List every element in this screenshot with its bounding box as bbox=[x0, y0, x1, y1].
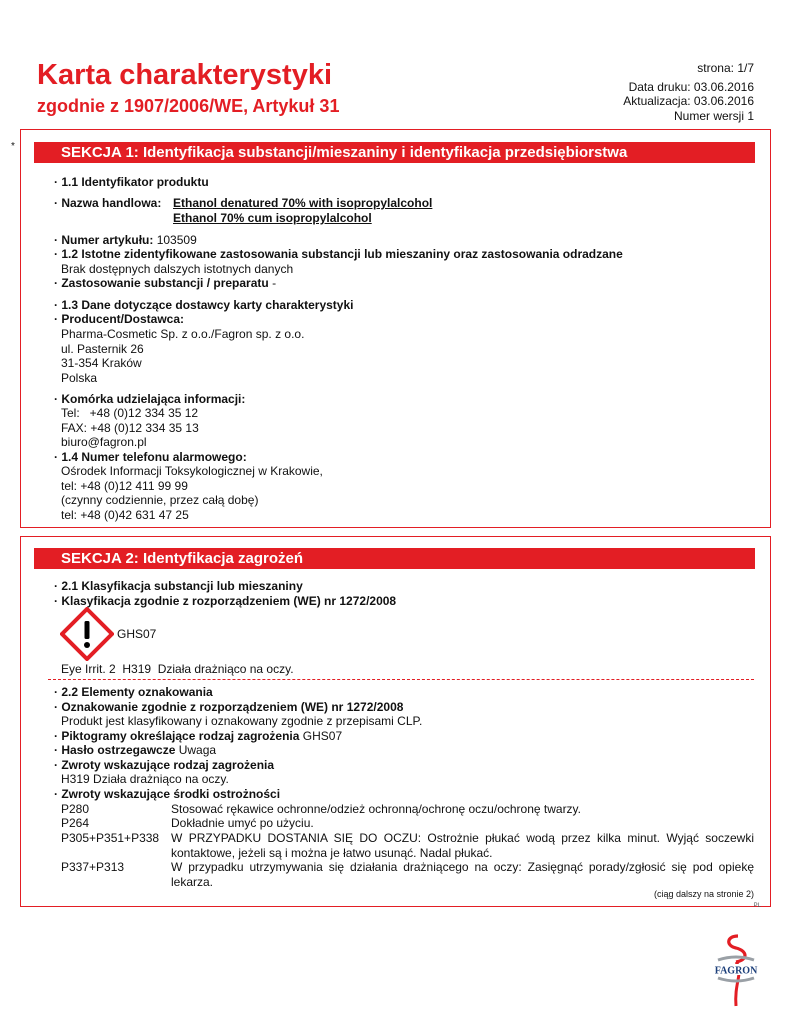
exclamation-mark-hazard-icon bbox=[60, 607, 114, 661]
s1-1-heading: · 1.1 Identyfikator produktu bbox=[54, 175, 209, 189]
producer-line: Polska bbox=[61, 371, 98, 385]
section-1-header bbox=[34, 142, 755, 163]
emergency-line: tel: +48 (0)12 411 99 99 bbox=[61, 479, 188, 493]
precaution-code: P337+P313 bbox=[61, 860, 125, 874]
precaution-text: Stosować rękawice ochronne/odzież ochronną/ochronę oczu/ochronę twarzy. bbox=[171, 802, 582, 816]
section-2-title: SEKCJA 2: Identyfikacja zagrożeń bbox=[61, 550, 304, 567]
labelling-label: · Oznakowanie zgodnie z rozporządzeniem (WE) nr 1272/2008 bbox=[54, 700, 404, 714]
document-subtitle: zgodnie z 1907/2006/WE, Artykuł 31 bbox=[37, 96, 340, 116]
classification-label: · Klasyfikacja zgodnie z rozporządzeniem (WE) nr 1272/2008 bbox=[54, 594, 397, 608]
signal-word-line: · Hasło ostrzegawcze Uwaga bbox=[54, 743, 217, 757]
s1-3-heading: · 1.3 Dane dotyczące dostawcy karty charakterystyki bbox=[54, 298, 354, 312]
precaution-code: P280 bbox=[61, 802, 90, 816]
section-1-title: SEKCJA 1: Identyfikacja substancji/mieszaniny i identyfikacja przedsiębiorstwa bbox=[61, 144, 628, 161]
emergency-line: Ośrodek Informacji Toksykologicznej w Krakowie, bbox=[61, 464, 323, 478]
classification-text: Eye Irrit. 2 H319 Działa drażniąco na oczy. bbox=[61, 662, 294, 676]
precautionary-label: · Zwroty wskazujące środki ostrożności bbox=[54, 787, 281, 801]
precaution-code: P264 bbox=[61, 816, 90, 830]
producer-line: ul. Pasternik 26 bbox=[61, 342, 144, 356]
precaution-code: P305+P351+P338 bbox=[61, 831, 160, 845]
s1-4-heading: · 1.4 Numer telefonu alarmowego: bbox=[54, 450, 247, 464]
s2-1-heading: · 2.1 Klasyfikacja substancji lub mieszaniny bbox=[54, 579, 303, 593]
trade-name-2: Ethanol 70% cum isopropylalcohol bbox=[173, 211, 372, 225]
emergency-line: (czynny codziennie, przez całą dobę) bbox=[61, 493, 259, 507]
pictogram-code: GHS07 bbox=[117, 627, 157, 641]
update-date: Aktualizacja: 03.06.2016 bbox=[623, 94, 754, 108]
print-date: Data druku: 03.06.2016 bbox=[628, 80, 754, 94]
fagron-logo bbox=[704, 932, 768, 1008]
version-number: Numer wersji 1 bbox=[673, 109, 754, 123]
labelling-text: Produkt jest klasyfikowany i oznakowany zgodnie z przepisami CLP. bbox=[61, 714, 423, 728]
s1-2-text: Brak dostępnych dalszych istotnych danych bbox=[61, 262, 294, 276]
section-2-header bbox=[34, 548, 755, 569]
trade-name-label: · Nazwa handlowa: bbox=[54, 196, 162, 210]
language-code: PL bbox=[753, 903, 761, 909]
article-number: · Numer artykułu: 103509 bbox=[54, 233, 197, 247]
info-email: biuro@fagron.pl bbox=[61, 435, 147, 449]
info-phone: Tel: +48 (0)12 334 35 12 bbox=[61, 406, 199, 420]
dashed-divider bbox=[48, 679, 754, 680]
trade-name-1: Ethanol denatured 70% with isopropylalcohol bbox=[173, 196, 433, 210]
producer-line: 31-354 Kraków bbox=[61, 356, 142, 370]
info-fax: FAX: +48 (0)12 334 35 13 bbox=[61, 421, 199, 435]
precaution-text: W przypadku utrzymywania się działania drażniącego na oczy: Zasięgnąć porady/zgłosić się pod opiekę lekarza. bbox=[171, 860, 754, 889]
info-label: · Komórka udzielająca informacji: bbox=[54, 392, 246, 406]
precaution-text: W PRZYPADKU DOSTANIA SIĘ DO OCZU: Ostrożnie płukać wodą przez kilka minut. Wyjąć soczewki kontaktowe, jeżeli są i można je łatwo usunąć. Nadal płukać. bbox=[171, 831, 754, 860]
use-line: · Zastosowanie substancji / preparatu - bbox=[54, 276, 277, 290]
producer-label: · Producent/Dostawca: bbox=[54, 312, 185, 326]
hazard-statements-label: · Zwroty wskazujące rodzaj zagrożenia bbox=[54, 758, 275, 772]
s1-2-heading: · 1.2 Istotne zidentyfikowane zastosowania substancji lub mieszaniny oraz zastosowania odradzane bbox=[54, 247, 623, 261]
hazard-statement: H319 Działa drażniąco na oczy. bbox=[61, 772, 229, 786]
logo-text: FAGRON bbox=[714, 965, 758, 977]
document-title: Karta charakterystyki bbox=[37, 59, 333, 91]
producer-line: Pharma-Cosmetic Sp. z o.o./Fagron sp. z o.o. bbox=[61, 327, 305, 341]
precaution-text: Dokładnie umyć po użyciu. bbox=[171, 816, 314, 830]
pictograms-line: · Piktogramy określające rodzaj zagrożenia GHS07 bbox=[54, 729, 343, 743]
emergency-line: tel: +48 (0)42 631 47 25 bbox=[61, 508, 189, 522]
continued-note: (ciąg dalszy na stronie 2) bbox=[653, 889, 754, 899]
page-number: strona: 1/7 bbox=[697, 61, 754, 75]
s2-2-heading: · 2.2 Elementy oznakowania bbox=[54, 685, 213, 699]
change-marker: * bbox=[11, 141, 15, 152]
